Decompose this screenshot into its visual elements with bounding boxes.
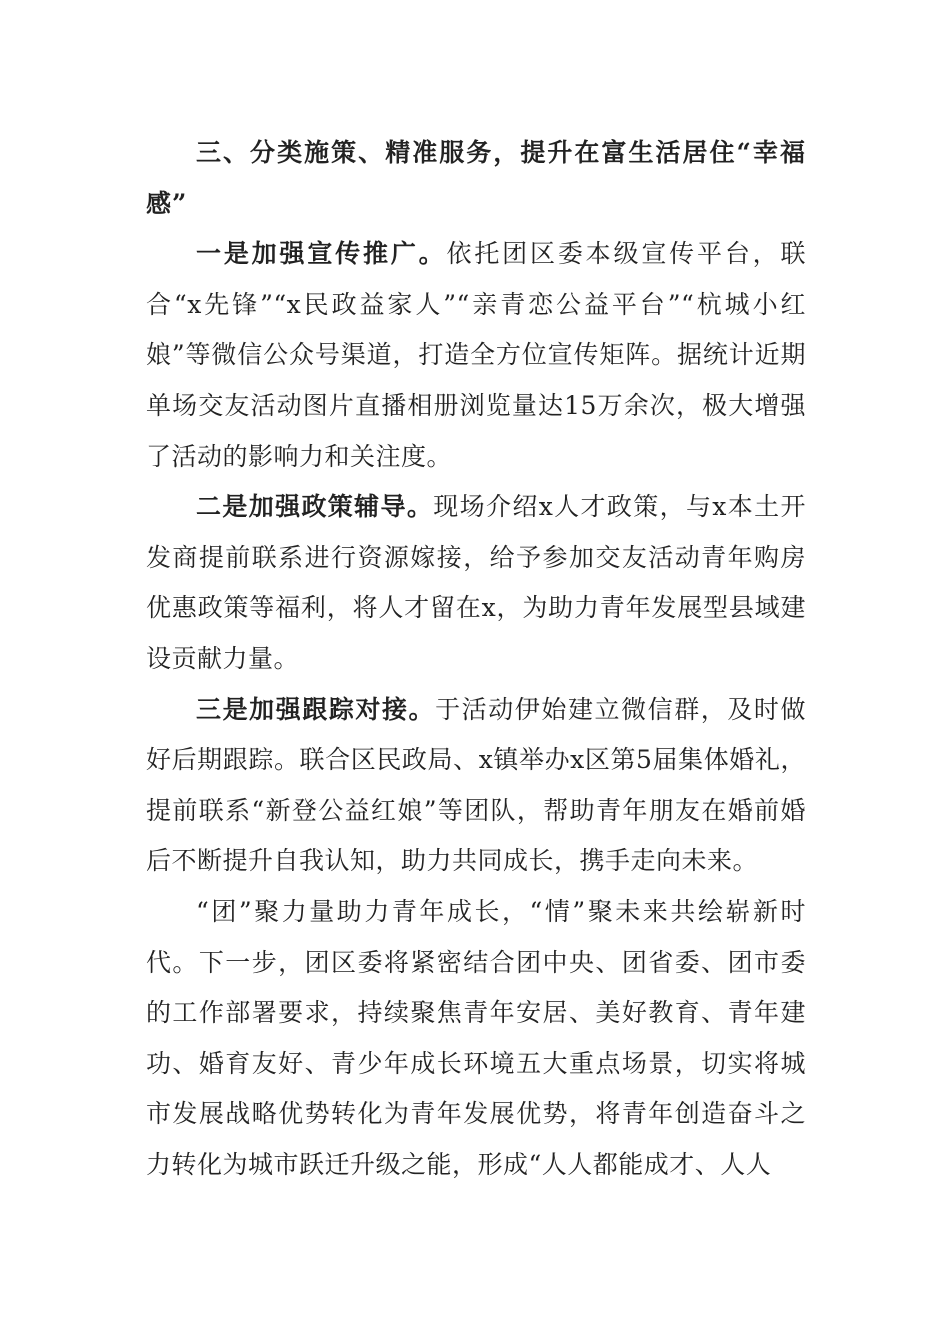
paragraph-body: 于活动伊始建立微信群，及时做好后期跟踪。联合区民政局、x镇举办x区第5届集体婚礼，提前联系“新登公益红娘”等团队，帮助青年朋友在婚前婚后不断提升自我认知，助力共同成长，携手走向未来。 <box>146 694 806 876</box>
paragraph-policy <box>146 482 806 684</box>
paragraph-lead: 二是加强政策辅导。 <box>196 492 434 522</box>
paragraph-body: 现场介绍x人才政策，与x本土开发商提前联系进行资源嫁接，给予参加交友活动青年购房优惠政策等福利，将人才留在x，为助力青年发展型县域建设贡献力量。 <box>146 492 806 673</box>
paragraph-lead: 三是加强跟踪对接。 <box>196 694 436 724</box>
section-heading: 三、分类施策、精准服务，提升在富生活居住“幸福感” <box>146 138 806 218</box>
paragraph-tracking <box>146 685 806 887</box>
paragraph-body: 依托团区委本级宣传平台，联合“x先锋”“x民政益家人”“亲青恋公益平台”“杭城小红娘”等微信公众号渠道，打造全方位宣传矩阵。据统计近期单场交友活动图片直播相册浏览量达15万余次，极大增强了活动的影响力和关注度。 <box>146 239 806 471</box>
paragraph-lead: 一是加强宣传推广。 <box>196 239 447 269</box>
paragraph-closing: “团”聚力量助力青年成长，“情”聚未来共绘崭新时代。下一步，团区委将紧密结合团中央、团省委、团市委的工作部署要求，持续聚焦青年安居、美好教育、青年建功、婚育友好、青少年成长环境五大重点场景，切实将城市发展战略优势转化为青年发展优势，将青年创造奋斗之力转化为城市跃迁升级之能，形成“人人都能成才、人人 <box>146 896 806 1179</box>
document-body <box>146 128 806 1190</box>
paragraph-publicity <box>146 229 806 482</box>
